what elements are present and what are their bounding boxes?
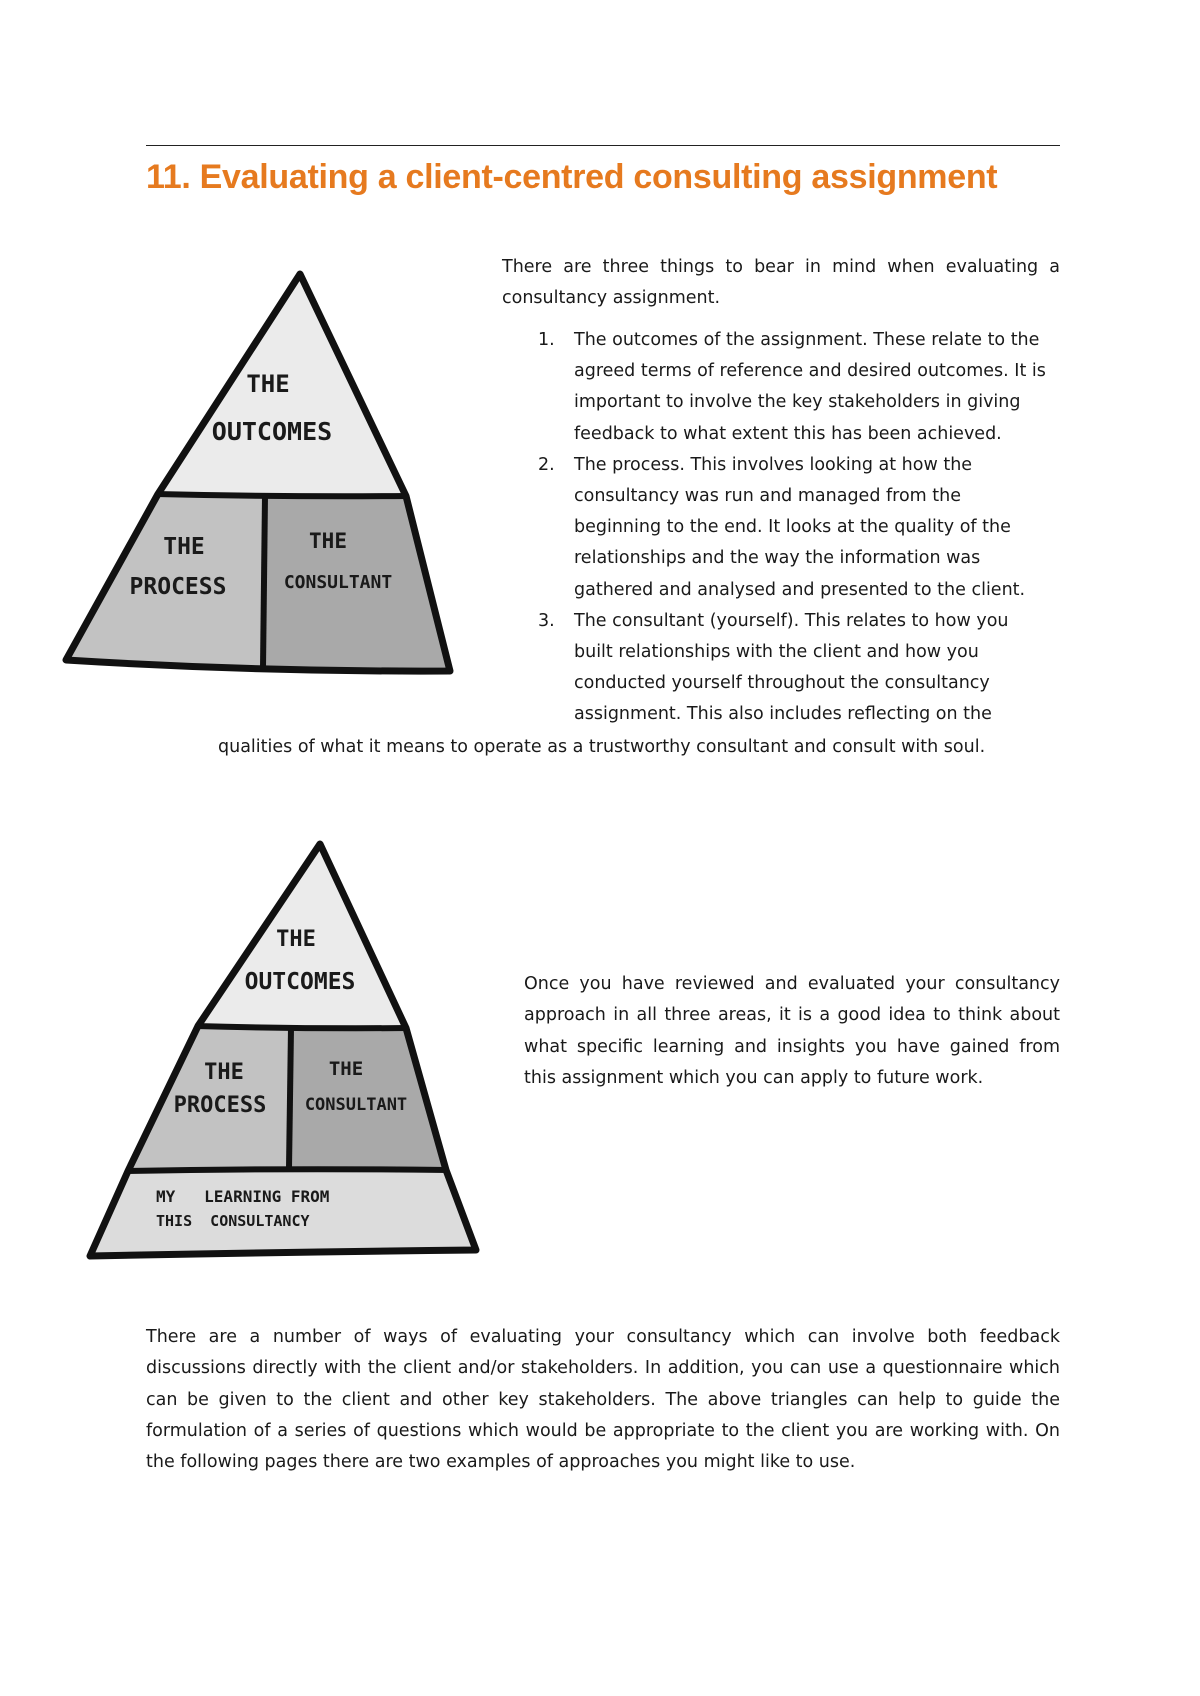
consultant-label-main: CONSULTANT (283, 572, 393, 593)
closing-paragraph: There are a number of ways of evaluating your consultancy which can involve both feedback discussions directly with the client and/or stakeholders. In addition, you can use a questionnaire which can be given to the client and other key stakeholders. The above triangles can help to guide the formulation of a series of questions which would be appropriate to the client you are working with. On the following pages there are two examples of approaches you might like to use. (146, 1327, 1060, 1473)
consultant-label-the: THE (309, 529, 347, 553)
evaluation-points-list (502, 325, 1052, 731)
outcomes-label-main: OUTCOMES (244, 969, 356, 995)
intro-paragraph: There are three things to bear in mind when evaluating a consultancy assignment. (502, 257, 1060, 309)
list-number: 2. (538, 454, 555, 475)
page-heading: 11. Evaluating a client-centred consulting assignment (146, 158, 998, 196)
outcomes-label-main: OUTCOMES (211, 417, 333, 446)
list-item (502, 325, 1052, 450)
list-item-text: The outcomes of the assignment. These relate to the agreed terms of reference and desired outcomes. It is important to involve the key stakeholders in giving feedback to what extent this has been achieved. (574, 330, 1046, 444)
process-label-the: THE (163, 534, 205, 560)
process-label-main: PROCESS (173, 1093, 267, 1118)
list-item-text: The consultant (yourself). This relates to how you built relationships with the client and how you conducted yourself throughout the consultancy assignment. This also includes reflecting on the (574, 610, 1009, 725)
pyramid-diagram-2 (84, 838, 484, 1258)
outcomes-label-the: THE (276, 927, 316, 952)
consultant-label-main: CONSULTANT (304, 1095, 408, 1115)
outcomes-label-the: THE (246, 370, 290, 398)
list-item (502, 450, 1052, 606)
consultant-label-the: THE (328, 1058, 364, 1080)
process-label-the: THE (204, 1060, 244, 1085)
point-3-continuation: qualities of what it means to operate as a trustworthy consultant and consult with soul. (218, 737, 986, 757)
list-item-text: The process. This involves looking at how the consultancy was run and managed from the beginning to the end. It looks at the quality of the relationships and the way the information was gathered and analysed and presented to the client. (574, 454, 1026, 600)
list-number: 3. (538, 610, 555, 631)
learning-paragraph: Once you have reviewed and evaluated your consultancy approach in all three areas, it is a good idea to think about what specific learning and insights you have gained from this assignment which you can apply to future work. (524, 974, 1060, 1088)
process-label-main: PROCESS (129, 574, 227, 600)
pyramid-diagram-1 (60, 268, 460, 688)
learning-label-line-2: THIS CONSULTANCY (156, 1212, 310, 1230)
header-rule (146, 145, 1060, 146)
list-number: 1. (538, 330, 555, 350)
list-item (502, 606, 1052, 731)
learning-label-line-1: MY LEARNING FROM (156, 1187, 330, 1206)
